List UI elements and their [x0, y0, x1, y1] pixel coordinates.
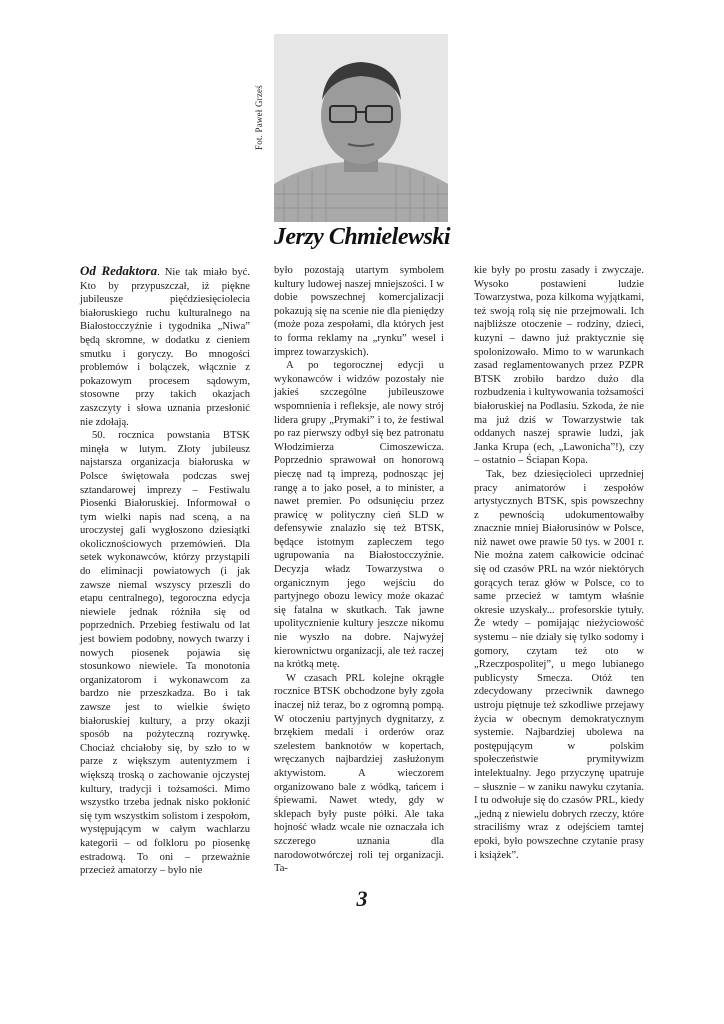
portrait-image [274, 34, 448, 222]
paragraph: A po tegorocznej edycji u wykonawców i widzów pozostały nie jakieś szczególne jubileuszowe wspomnienia i refleksje, ale nowy strój lidera grupy „Prymaki” i to, że festiwal po raz pierwszy odbył się bez patronatu Włodzimierza Cimoszewicza. Poprzednio sprawował on honorową pieczę nad tą imprezą, podnosząc jej rangę a to jako poseł, a to minister, a nawet premier. Po odsunięciu przez prawicę w polityczny cień SLD w defensywie znalazło się też BTSK, będące istotnym zapleczem tego ugrupowania na Białostocczyźnie. Decyzja władz Towarzystwa o organicznym jego wejściu do partyjnego obozu lewicy może okazać się fatalna w skutkach. Tak jawne upolitycznienie kultury jeszcze nikomu nie wyszło na dobre. Najwyżej kierownictwu organizacji, ale też raczej na krótką metę. [274, 360, 444, 671]
photo-credit: Fot. Paweł Grześ [254, 85, 264, 150]
paragraph-text: . Nie tak miało być. Kto by przypuszczał, iż piękne jubileusze pięćdziesięciolecia białoruskiego ruchu kulturalnego na Białostocczyźnie i tygodnika „Niwa” będą skromne, w dodatku z cieniem smutku i goryczy. Bo mnogości problemów i bolączek, włącznie z pokazowym procesem sądowym, stosowne przy takich okazjach zaszczyty i słowa uznania przesłonić nie zdołają. [80, 267, 250, 428]
text-column-1 [80, 264, 250, 878]
paragraph: Tak, bez dziesięcioleci uprzedniej pracy animatorów i zespołów artystycznych BTSK, spis powszechny z pewnością udokumentowałby znacznie mniej Białorusinów w Polsce, niż nawet owe prawie 50 tys. w 2001 r. Nie można zatem całkowicie odcinać się od czasów PRL na wzór niektórych gorących teraz głów w Polsce, co to same przecież w tamtym właśnie okresie uzyskały... profesorskie tytuły. Że wtedy – pomijając nieżyciowość systemu – nie działy się tylko sodomy i gomory, czytam też oto w „Rzeczpospolitej”, u mego lubianego publicysty Smecza. Otóż ten zdecydowany przeciwnik dawnego ustroju piętnuje też szkodliwe przejawy życia w obecnym demokratycznym systemie. Najbardziej ubolewa na postępującym w polskim społeczeństwie prymitywizm intelektualny. Jego przyczynę upatruje – słusznie – w zaniku nawyku czytania. I tu odwołuje się do czasów PRL, kiedy „jedną z niewielu dobrych rzeczy, które straciliśmy wraz z odejściem tamtej epoki, było powszechne czytanie prasy i książek”. [474, 468, 644, 861]
paragraph: W czasach PRL kolejne okrągłe rocznice BTSK obchodzone były zgoła inaczej niż teraz, bo z ogromną pompą. W otoczeniu partyjnych dygnitarzy, z brzękiem medali i orderów oraz szelestem banknotów w kopertach, wręczanych najbardziej zasłużonym aktywistom. A wieczorem organizowano bale z wódką, tańcem i śpiewami. Nawet wtedy, gdy w sklepach były puste półki. Ale taka hojność władz wcale nie oznaczała ich szczerego uznania dla narodowotwórczej roli tej organizacji. Ta- [274, 672, 444, 875]
section-heading: Od Redaktora [80, 263, 158, 278]
text-column-3 [474, 264, 644, 862]
author-name: Jerzy Chmielewski [273, 224, 450, 250]
paragraph: 50. rocznica powstania BTSK minęła w lutym. Złoty jubileusz najstarsza organizacja białoruska w Polsce świętowała podczas swej sztandarowej imprezy – Festiwalu Piosenki Białoruskiej. Informował o tym wielki napis nad sceną, a na uroczystej gali wygłoszono dziesiątki okolicznościowych przemówień. Dla setek wykonawców, którzy przystąpili do eliminacji powiatowych (i jak zawsze niemal wszyscy przeszli do etapu centralnego), tegoroczna edycja niewiele jednak różniła się od poprzednich. Przebieg festiwalu od lat jest bowiem podobny, nowych twarzy i nowych piosenek pojawia się stosunkowo niewiele. Ta monotonia organizatorom i wykonawcom za bardzo nie przeszkadza. Bo i tak zawsze jest to wielkie święto białoruskiej kultury, a przy okazji sposób na pożyteczną rozrywkę. Chociaż chciałoby się, by szło to w parze z większym autentyzmem i większą troską o zachowanie ojczystej kultury, tradycji i tożsamości. Mimo wszystko trzeba jednak nisko pokłonić się tym wszystkim solistom i zespołom, występującym w całym wachlarzu kategorii – od folkloru po piosenkę estradową. To oni – przeważnie przecież amatorzy – było nie [80, 430, 250, 877]
text-column-2 [274, 264, 444, 876]
paragraph [80, 264, 250, 429]
paragraph: było pozostają utartym symbolem kultury ludowej naszej mniejszości. I w dobie powszechnej komercjalizacji pokazują się na scenie nie dla pieniędzy (może poza zespołami, dla których jest to forma reklamy na „rynku” wesel i imprez towarzyskich). [274, 265, 444, 358]
page-number: 3 [356, 886, 368, 911]
paragraph: kie były po prostu zasady i zwyczaje. Wysoko postawieni ludzie Towarzystwa, poza kilkoma wyjątkami, też swoją rolą się nie przejmowali. Ich najbliższe otoczenie – rodziny, dzieci, kuzyni – dawno już praktycznie się spolonizowało. Mimo to w warunkach zasad reglamentowanych przez PZPR BTSK zrobiło bardzo dużo dla rozbudzenia i kultywowania tożsamości białoruskiej na Podlasiu. Szkoda, że nie ma już dziś w Towarzystwie tak oddanych naszej sprawie ludzi, jak Janka Krupa (ech, „Lawonicha”!), czy – ostatnio – Ściapan Kopa. [474, 265, 644, 467]
author-portrait [274, 34, 448, 222]
